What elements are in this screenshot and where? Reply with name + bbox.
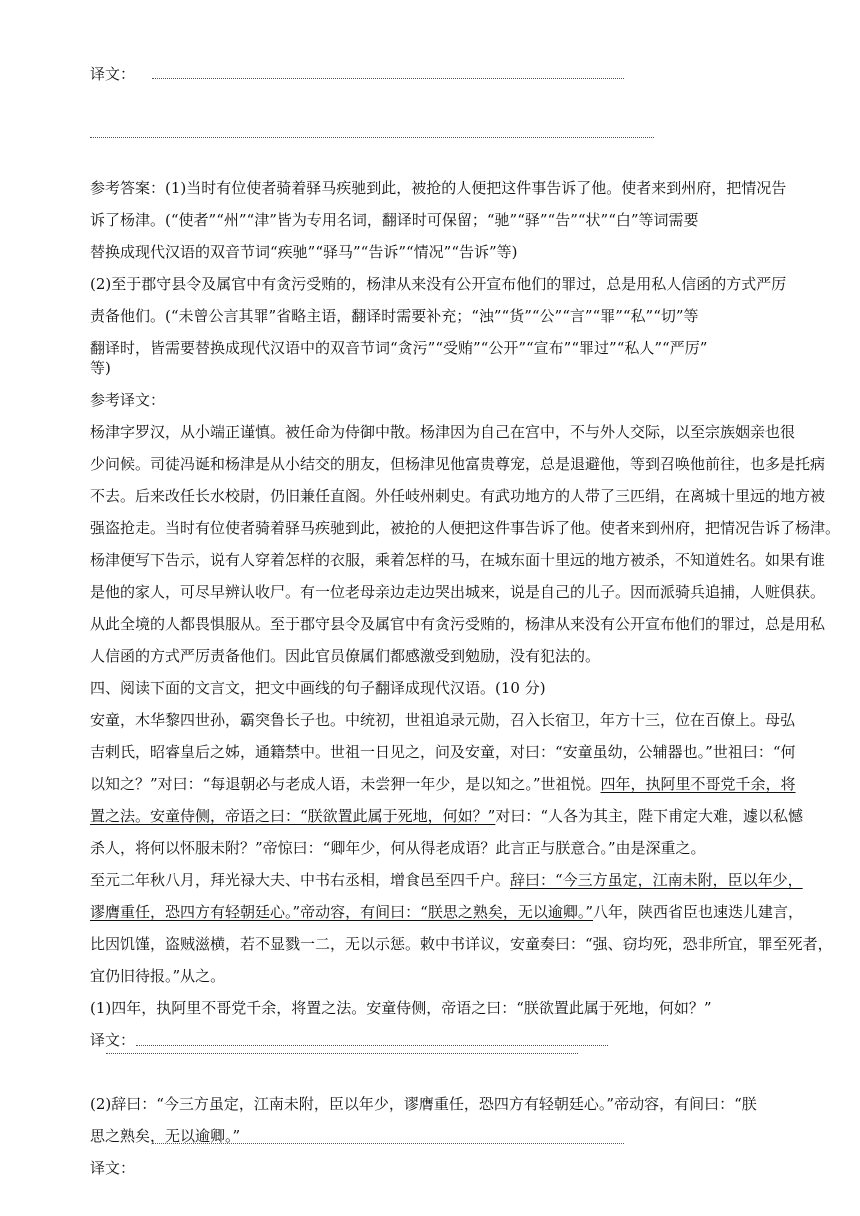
ref-answer-line: 替换成现代汉语的双音节词“疾驰”“驿马”“告诉”“情况”“告诉”等) [90, 243, 518, 261]
ref-answer-line: 翻译时，皆需要替换成现代汉语中的双音节词“贪污”“受贿”“公开”“宣布”“罪过”“私人”“严厉” [90, 339, 708, 357]
passage-line [90, 806, 810, 826]
ref-translation-line: 从此全境的人都畏惧服从。至于郡守县令及属官中有贪污受贿的，杨津从来没有公开宣布他们的罪过，总是用私 [90, 615, 826, 633]
underlined-sentence: 谬膺重任，恐四方有轻朝廷心。”帝动容，有间曰：“朕思之熟矣，无以逾卿。” [90, 903, 594, 921]
passage-text: 以知之？”对曰：“每退朝必与老成人语，未尝狎一年少，是以知之。”世祖悦。 [90, 775, 601, 793]
answer-line [106, 1053, 578, 1054]
passage-line: 杀人，将何以怀服未附？”帝惊曰：“卿年少，何从得老成语？此言正与朕意合。”由是深重之。 [90, 839, 706, 857]
passage-line [90, 902, 810, 922]
passage-line: 宜仍旧待报。”从之。 [90, 967, 226, 985]
passage-line: 安童，木华黎四世孙，霸突鲁长子也。中统初，世祖追录元勋，召入长宿卫，年方十三，位在百僚上。母弘 [90, 711, 796, 729]
answer-line [152, 78, 624, 79]
answer-line [136, 1045, 608, 1046]
ref-translation-line: 人信函的方式严厉责备他们。因此官员僚属们都感激受到勉励，没有犯法的。 [90, 647, 601, 665]
answer-label: 译文： [90, 1031, 136, 1049]
passage-line [90, 870, 810, 890]
answer-line [90, 137, 654, 138]
sub-question-2: 思之熟矣，无以逾卿。” [90, 1127, 241, 1145]
ref-answer-line: 等) [90, 359, 111, 377]
ref-answer-line: 责备他们。(“未曾公言其罪”省略主语，翻译时需要补充；“浊”“货”“公”“言”“罪”“私”“切”等 [90, 307, 699, 325]
answer-label: 译文： [90, 1159, 136, 1177]
underlined-sentence: 四年，执阿里不哥党千余，将 [600, 775, 796, 793]
answer-line [152, 1143, 624, 1144]
underlined-sentence: 辞曰：“今三方虽定，江南未附，臣以年少， [510, 871, 803, 889]
answer-label: 译文： [90, 65, 136, 83]
passage-text: 对曰：“人各为其主，陛下甫定大难，遽以私憾 [495, 807, 804, 825]
question-heading: 四、阅读下面的文言文，把文中画线的句子翻译成现代汉语。(10 分) [90, 679, 546, 697]
passage-line: 吉剌氏，昭睿皇后之姊，通籍禁中。世祖一日见之，问及安童，对曰：“安童虽幼，公辅器也。”世祖曰：“何 [90, 743, 796, 761]
passage-text: 至元二年秋八月，拜光禄大夫、中书右丞相，增食邑至四千户。 [90, 871, 511, 889]
passage-line [90, 774, 810, 794]
ref-translation-line: 杨津字罗汉，从小端正谨慎。被任命为侍御中散。杨津因为自己在宫中，不与外人交际，以至宗族姻亲也很 [90, 423, 796, 441]
ref-translation-line: 少问候。司徒冯诞和杨津是从小结交的朋友，但杨津见他富贵尊宠，总是退避他，等到召唤他前往，也多是托病 [90, 455, 826, 473]
passage-line: 比因饥馑，盗贼滋横，若不显戮一二，无以示惩。敕中书详议，安童奏曰：“强、窃均死，恐非所宜，罪至死者， [90, 935, 833, 953]
ref-translation-line: 不去。后来改任长水校尉，仍旧兼任直阁。外任岐州刺史。有武功地方的人带了三匹绢，在离城十里远的地方被 [90, 487, 826, 505]
underlined-sentence: 置之法。安童侍侧，帝语之曰：“朕欲置此属于死地，何如？” [90, 807, 496, 825]
ref-translation-line: 是他的家人，可尽早辨认收尸。有一位老母亲边走边哭出城来，说是自己的儿子。因而派骑兵追捕，人赃俱获。 [90, 583, 826, 601]
sub-question-1: (1)四年，执阿里不哥党千余，将置之法。安童侍侧，帝语之曰：“朕欲置此属于死地，何如？” [90, 999, 712, 1017]
ref-translation-label: 参考译文： [90, 391, 166, 409]
passage-text: 八年，陕西省臣也速迭儿建言， [593, 903, 804, 921]
ref-translation-line: 杨津便写下告示，说有人穿着怎样的衣服，乘着怎样的马，在城东面十里远的地方被杀，不知道姓名。如果有谁 [90, 551, 826, 569]
sub-question-2: (2)辞曰：“今三方虽定，江南未附，臣以年少，谬膺重任，恐四方有轻朝廷心。”帝动容，有间曰：“朕 [90, 1095, 757, 1113]
ref-answer-line: 诉了杨津。(“使者”“州”“津”皆为专用名词，翻译时可保留；“驰”“驿”“告”“状”“白”等词需要 [90, 211, 699, 229]
ref-answer-line: (2)至于郡守县令及属官中有贪污受贿的，杨津从来没有公开宣布他们的罪过，总是用私人信函的方式严厉 [90, 275, 787, 293]
ref-translation-line: 强盗抢走。当时有位使者骑着驿马疾驰到此，被抢的人便把这件事告诉了他。使者来到州府，把情况告诉了杨津。 [90, 519, 841, 537]
ref-answer-line: 参考答案：(1)当时有位使者骑着驿马疾驰到此，被抢的人便把这件事告诉了他。使者来到州府，把情况告 [90, 179, 787, 197]
